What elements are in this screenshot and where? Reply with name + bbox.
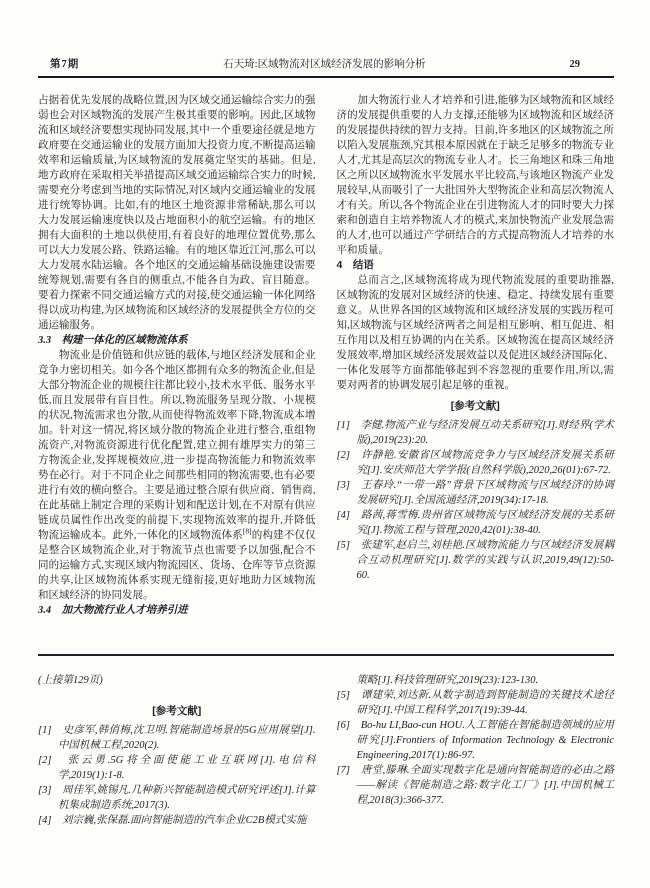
- continued-from-note: (上接第129页): [38, 675, 103, 686]
- left-column: [38, 93, 316, 637]
- reference-item-1: [1] 李健.物流产业与经济发展互动关系研究[J].财经界(学术版),2019(23):20.: [336, 420, 614, 446]
- continued-right-column: [337, 673, 615, 828]
- header-rule: [38, 76, 614, 78]
- continued-section: [38, 673, 614, 828]
- continued-references-title: [参考文献]: [152, 705, 202, 717]
- article-body: [38, 93, 614, 637]
- running-title: 石天琦:区域物流对区域经济发展的影响分析: [223, 59, 426, 70]
- continued-reference-item-7: [7] 唐堂,滕琳.全面实现数字化是通向智能制造的必由之路——解读《智能制造之路:数字化工厂》[J].中国机械工程,2018(3):366-377.: [336, 765, 614, 806]
- page-number: 29: [569, 59, 580, 70]
- reference-item-2: [2] 许静艳.安徽省区域物流竞争力与区域经济发展关系研究[J].安庆师范大学学报(自然科学版),2020,26(01):67-72.: [336, 450, 614, 476]
- paragraph-talent-cultivation: 加大物流行业人才培养和引进,能够为区域物流和区域经济的发展提供重要的人力支撑,还能够为区域物流和区域经济的发展提供持续的智力支持。目前,许多地区的区域物流之所以陷入发展瓶颈,究其根本原因就在于缺乏足够多的物流专业人才,尤其是高层次的物流专业人才。长三角地区和珠三角地区之所以区域物流水平发展水平比较高,与该地区物流产业发展较早,从而吸引了一大批国外大型物流企业和高层次物流人才有关。所以,各个物流企业在引进物流人才的同时要大力探索和创造自主培养物流人才的模式,来加快物流产业发展急需的人才,也可以通过产学研结合的方式提高物流人才培养的水平和质量。: [336, 95, 614, 256]
- paragraph-logistics-integration: [38, 348, 316, 603]
- running-header: [38, 56, 614, 76]
- paragraph-part-a: 物流业是价值链和供应链的载体,与地区经济发展和企业竞争力密切相关。如今各个地区都拥有众多的物流企业,但是大部分物流企业的规模往往都比较小,技术水平低、服务水平低,而且发展带有盲目性。所以,物流服务呈现分散、小规模的状况,物流需求也分散,从而使得物流效率下降,物流成本增加。针对这一情况,将区域分散的物流企业进行整合,重组物流资产,对物流资源进行优化配置,建立拥有雄厚实力的第三方物流企业,发挥规模效应,进一步提高物流能力和物流效率势在必行。对于不同企业之间那些相同的物流需要,也有必要进行有效的横向整合。主要是通过整合原有供应商、销售商,在此基础上制定合理的采购计划和配送计划,在不对原有供应链成员属性作出改变的前提下,实现物流效率的提升,并降低物流运输成本。此外,一体化的区域物流体系: [38, 350, 316, 541]
- continued-reference-item-1: [1] 史彦军,韩俏梅,沈卫明.智能制造场景的5G应用展望[J].中国机械工程,2020(2).: [38, 725, 316, 751]
- heading-3-3: 3.3 构建一体化的区域物流体系: [38, 335, 188, 346]
- right-column: [337, 93, 615, 637]
- paragraph-transport-coordination: 占据着优先发展的战略位置,因为区域交通运输综合实力的强弱也会对区域物流的发展产生极其重要的影响。因此,区域物流和区域经济要想实现协同发展,其中一个重要途径就是地方政府要在交通运输业的发展方面加大投资力度,不断提高运输效率和运输质量,为区域物流的发展奠定坚实的基础。但是,地方政府在采取相关举措提高区域交通运输综合实力的时候,需要充分考虑到当地的实际情况,对区域内交通运输业的发展进行统筹协调。比如,有的地区土地资源非常稀缺,那么可以大力发展运输速度快以及占地面积小的航空运输。有的地区拥有大面积的土地以供使用,有着良好的地理位置优势,那么可以大力发展公路、铁路运输。有的地区靠近江河,那么可以大力发展水陆运输。各个地区的交通运输基础设施建设需要统筹规划,需要有各自的侧重点,不能各自为政、盲目随意。要着力探索不同交通运输方式的对接,使交通运输一体化网络得以成功构建,为区域物流和区域经济的发展提供全方位的交通运输服务。: [38, 95, 316, 331]
- reference-item-3: [3] 王春玲.“一带一路”背景下区域物流与区域经济的协调发展研究[J].全国流通经济,2019(34):17-18.: [336, 480, 614, 506]
- reference-item-5: [5] 张建军,赵启兰,刘桂艳.区域物流能力与区域经济发展耦合互动机理研究[J].数学的实践与认识,2019,49(12):50-60.: [336, 540, 614, 581]
- issue-number: 第7期: [50, 59, 80, 70]
- paragraph-part-b: 的构建不仅仅是整合区域物流企业,对于物流节点也需要予以加强,配合不同的运输方式,实现区域内物流园区、货场、仓库等节点资源的共享,让区域物流体系实现无缝衔接,更好地助力区域物流和区域经济的协同发展。: [38, 530, 316, 601]
- heading-4-conclusion: 4 结语: [336, 259, 374, 271]
- section-divider-rule: [38, 654, 614, 656]
- continued-reference-item-6: [6] Bo-hu LI,Bao-cun HOU.人工智能在智能制造领域的应用研究[J].Frontiers of Information Technology & Electronic Engineering,2017(1):86-97.: [336, 720, 614, 761]
- citation-superscript-8: [8]: [242, 526, 252, 536]
- heading-3-4: 3.4 加大物流行业人才培养引进: [38, 605, 188, 616]
- reference-item-4: [4] 路茜,蒋雪梅.贵州省区域物流与区域经济发展的关系研究[J].物流工程与管理,2020,42(01):38-40.: [336, 510, 614, 536]
- continued-reference-item-4-continuation: 策略[J].科技管理研究,2019(23):123-130.: [356, 675, 539, 686]
- paragraph-conclusion: 总而言之,区域物流将成为现代物流发展的重要助推器,区域物流的发展对区域经济的快速、稳定、持续发展有重要意义。从世界各国的区域物流和区域经济发展的实践历程可知,区域物流与区域经济两者之间是相互影响、相互促进、相互作用以及相互协调的内在关系。区域物流在提高区域经济发展效率,增加区域经济发展效益以及促进区域经济国际化、一体化发展等方面都能够起到不容忽视的重要作用,所以,需要对两者的协调发展引起足够的重视。: [336, 275, 614, 391]
- continued-reference-item-4: [4] 刘宗巍,张保磊.面向智能制造的汽车企业C2B模式实施: [38, 815, 307, 826]
- references-title: [参考文献]: [450, 400, 500, 412]
- continued-reference-item-5: [5] 谭建荣,刘达新.从数字制造到智能制造的关键技术途径研究[J].中国工程科学,2017(19):39-44.: [336, 690, 614, 716]
- continued-reference-item-3: [3] 周佳军,姚锡凡.几种新兴智能制造模式研究评述[J].计算机集成制造系统,2017(3).: [38, 785, 316, 811]
- continued-reference-item-2: [2] 张云勇.5G将全面使能工业互联网[J].电信科学,2019(1):1-8.: [38, 755, 316, 781]
- continued-left-column: [38, 673, 316, 828]
